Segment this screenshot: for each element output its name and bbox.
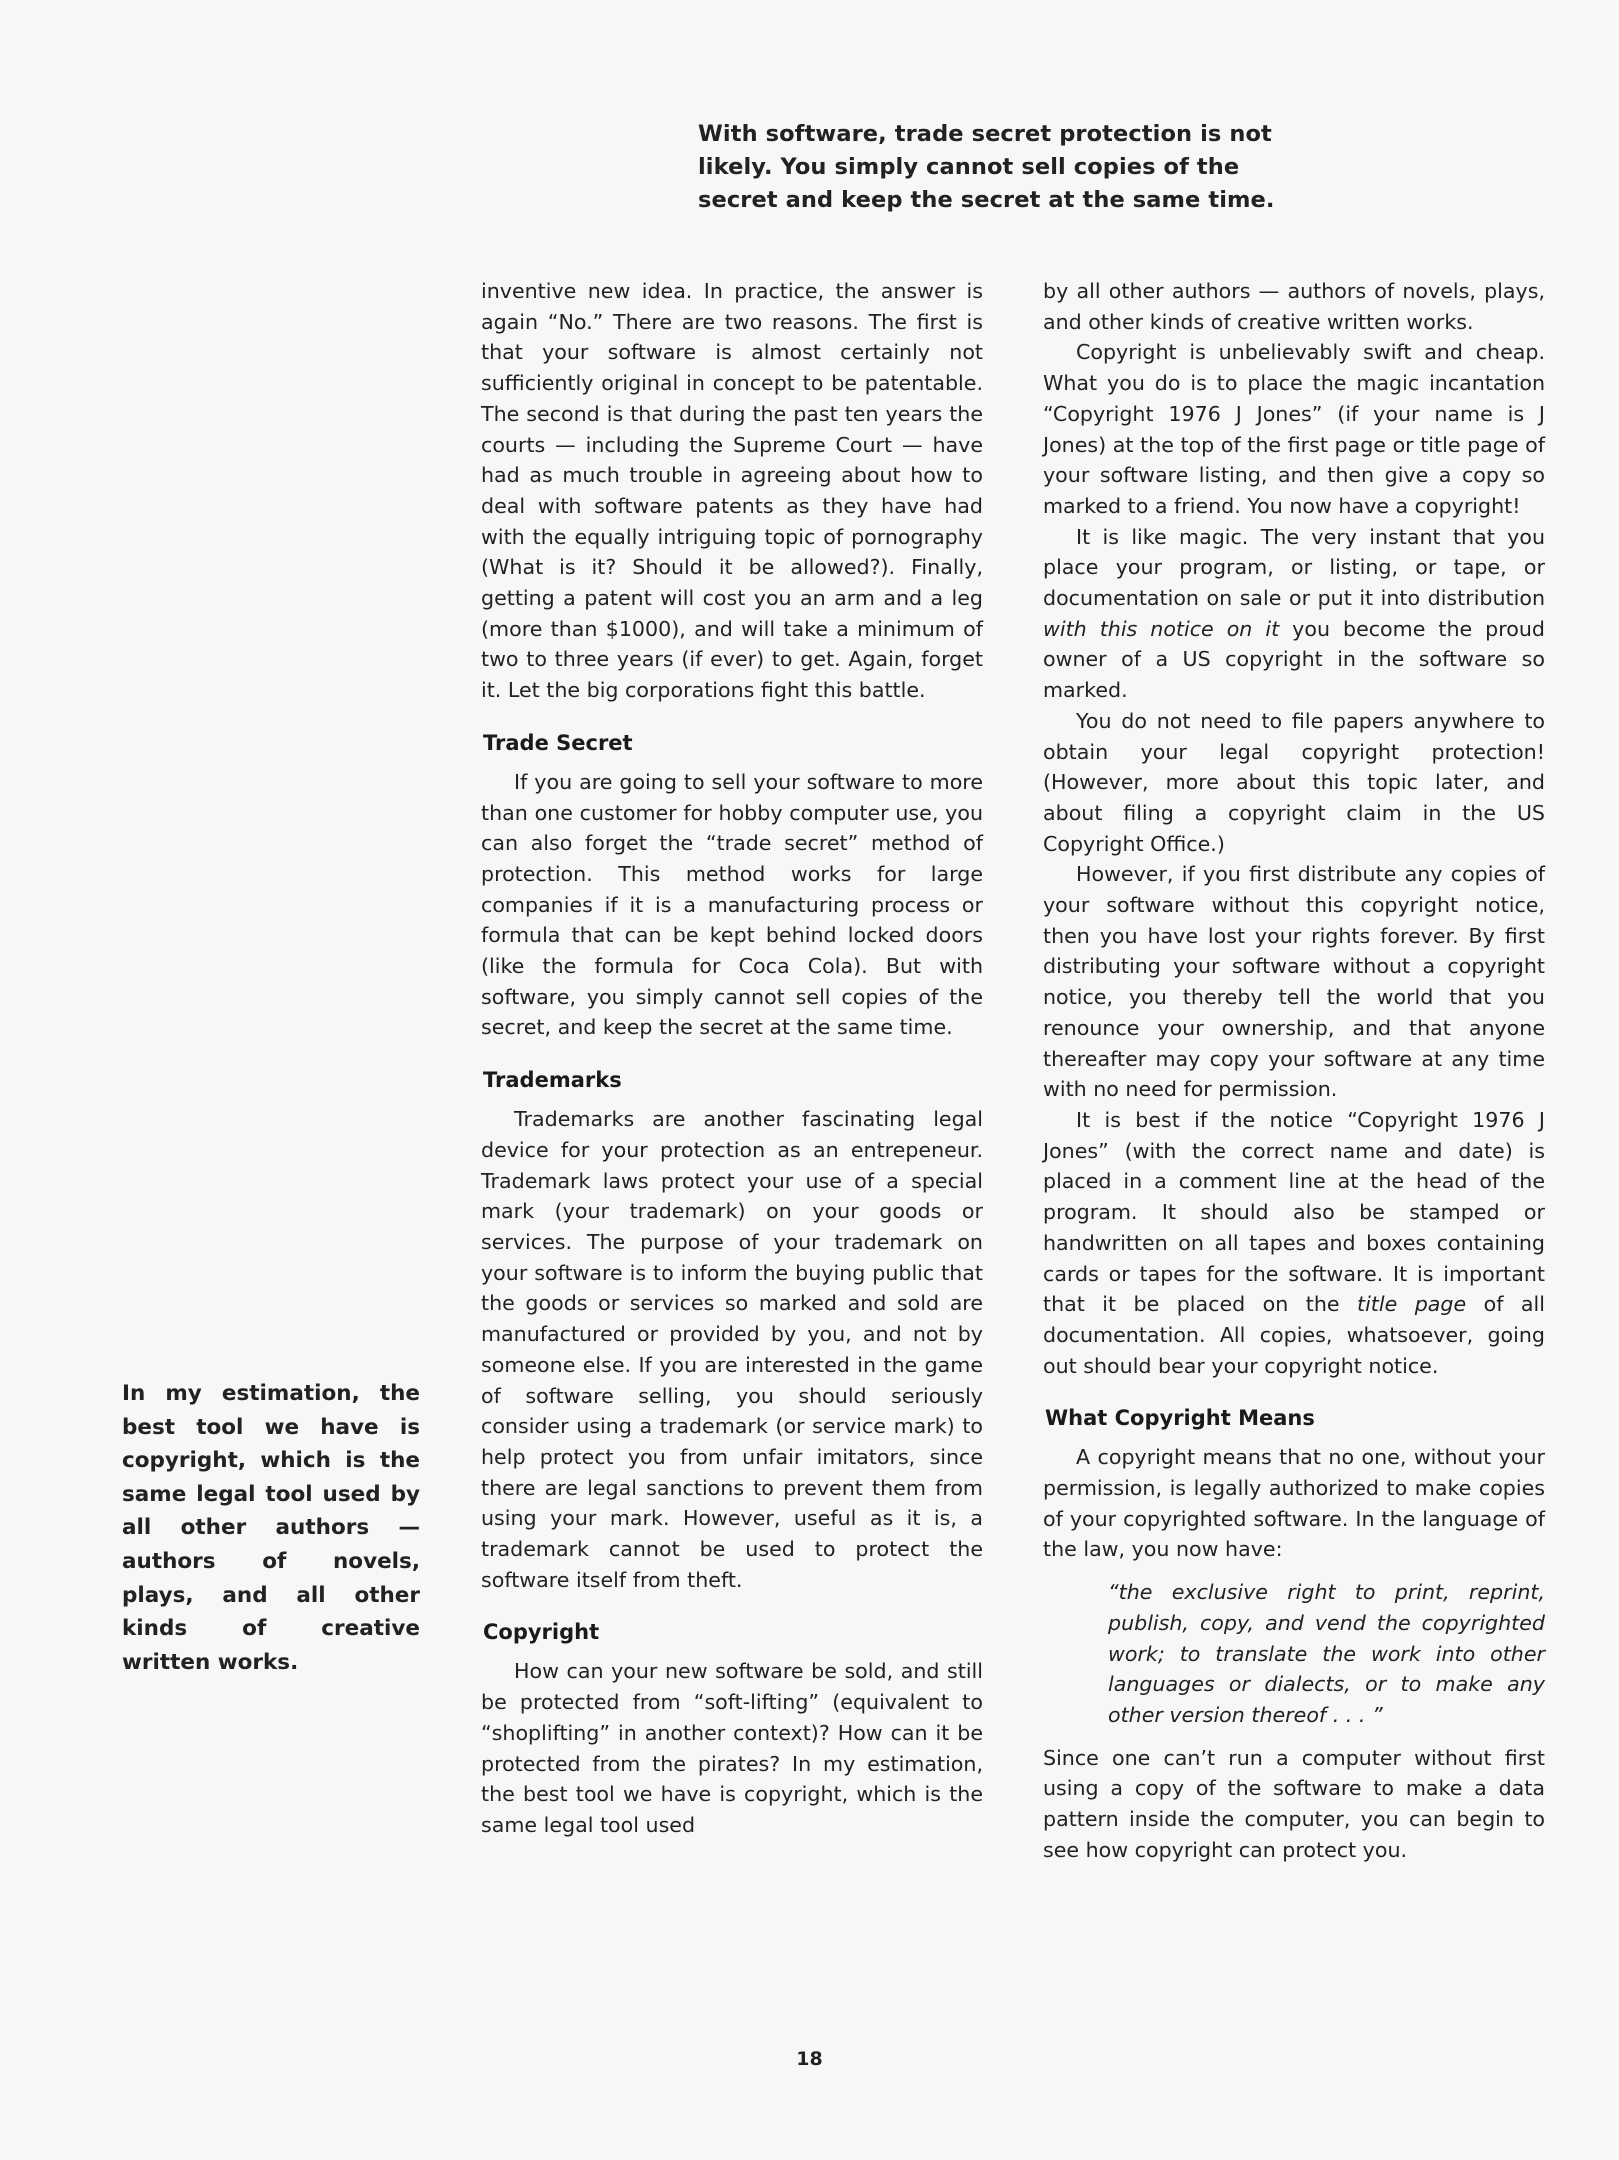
paragraph-like-magic xyxy=(1043,522,1545,706)
text-span: of all documentation. All copies, whatsoever, going out should bear your copyright notice. xyxy=(1043,1292,1545,1378)
paragraph-no-filing: You do not need to file papers anywhere to obtain your legal copyright protection! (However, more about this topic later, and about filing a copyright claim in the US Copyright Office.) xyxy=(1043,708,1545,856)
paragraph-trademarks: Trademarks are another fascinating legal device for your protection as an entrepeneur. Trademark laws protect your use of a special mark (your trademark) on your goods or services. The purpose of your trademark on your software is to inform the buying public that the goods or services so marked and sold are manufactured or provided by you, and not by someone else. If you are interested in the game of software selling, you should seriously consider using a trademark (or service mark) to help protect you from unfair imitators, since there are legal sanctions to prevent them from using your mark. However, useful as it is, a trademark cannot be used to protect the software itself from theft. xyxy=(481,1107,983,1592)
heading-trademarks: Trademarks xyxy=(483,1068,622,1093)
text-span: It is like magic. The very instant that you place your program, or listing, or tape, or documentation on sale or put it into distribution xyxy=(1043,524,1545,611)
paragraph-copyright-continued: by all other authors — authors of novels, plays, and other kinds of creative written works. xyxy=(1043,279,1545,334)
legal-quote: “the exclusive right to print, reprint, publish, copy, and vend the copyrighted work; to translate the work into other languages or dialects, or to make any other version thereof . . . ” xyxy=(1108,1580,1545,1727)
paragraph-trade-secret: If you are going to sell your software to more than one customer for hobby computer use, you can also forget the “trade secret” method of protection. This method works for large companies if it is a manufacturing process or formula that can be kept behind locked doors (like the formula for Coca Cola). But with software, you simply cannot sell copies of the secret, and keep the secret at the same time. xyxy=(481,769,983,1040)
paragraph-lost-rights: However, if you first distribute any copies of your software without this copyright notice, then you have lost your rights forever. By first distributing your software without a copyright notice, you thereby tell the world that you renounce your ownership, and that anyone thereafter may copy your software at any time with no need for permission. xyxy=(1043,862,1545,1102)
pull-quote-side: In my estimation, the best tool we have is copyright, which is the same legal tool used by all other authors — authors of novels, plays, and all other kinds of creative written works. xyxy=(122,1381,420,1675)
article-column-right xyxy=(1043,276,1545,1865)
paragraph-copyright: How can your new software be sold, and still be protected from “soft-lifting” (equivalent to “shoplifting” in another context)? How can it be protected from the pirates? In my estimation, the best tool we have is copyright, which is the same legal tool used xyxy=(481,1659,983,1837)
text-span: It is best if the notice “Copyright 1976 J Jones” (with the correct name and date) is placed in a comment line at the head of the program. It should also be stamped or handwritten on all tapes and boxes containing cards or tapes for the software. It is important that it be placed on the xyxy=(1043,1107,1545,1317)
pull-quote-top: With software, trade secret protection is not likely. You simply cannot sell copies of the secret and keep the secret at the same time. xyxy=(698,121,1275,213)
paragraph-closing: Since one can’t run a computer without first using a copy of the software to make a data pattern inside the computer, you can begin to see how copyright can protect you. xyxy=(1043,1745,1545,1862)
paragraph-swift-cheap: Copyright is unbelievably swift and cheap. What you do is to place the magic incantation “Copyright 1976 J Jones” (if your name is J Jones) at the top of the first page or title page of your software listing, and then give a copy so marked to a friend. You now have a copyright! xyxy=(1043,340,1545,518)
heading-trade-secret: Trade Secret xyxy=(483,730,633,755)
paragraph-copyright-means: A copyright means that no one, without your permission, is legally authorized to make copies of your copyrighted software. In the language of the law, you now have: xyxy=(1043,1445,1545,1562)
heading-what-copyright-means: What Copyright Means xyxy=(1045,1406,1315,1431)
paragraph-patents-continued: inventive new idea. In practice, the answer is again “No.” There are two reasons. The first is that your software is almost certainly not sufficiently original in concept to be patentable. The second is that during the past ten years the courts — including the Supreme Court — have had as much trouble in agreeing about how to deal with software patents as they have had with the equally intriguing topic of pornography (What is it? Should it be allowed?). Finally, getting a patent will cost you an arm and a leg (more than $1000), and will take a minimum of two to three years (if ever) to get. Again, forget it. Let the big corporations fight this battle. xyxy=(481,279,983,703)
paragraph-notice-placement xyxy=(1043,1105,1545,1381)
emphasis-text: with this notice on it xyxy=(1043,616,1280,641)
emphasis-text: title page xyxy=(1357,1292,1467,1317)
page-number: 18 xyxy=(796,2048,823,2070)
article-column-middle xyxy=(481,276,983,1841)
heading-copyright: Copyright xyxy=(483,1620,600,1645)
text-span: you become the proud owner of a US copyright in the software so marked. xyxy=(1043,616,1545,703)
